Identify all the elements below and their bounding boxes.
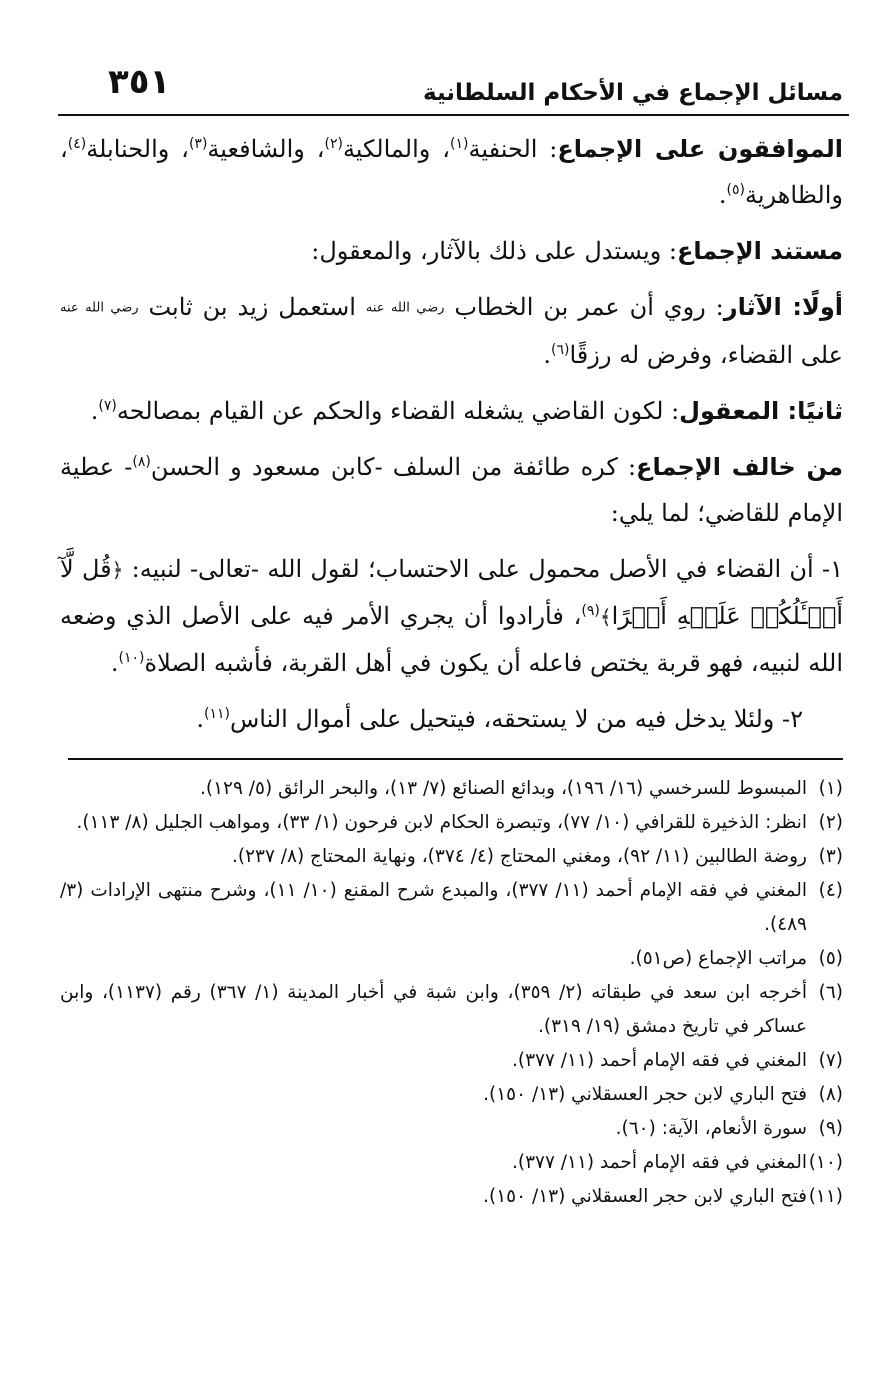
text-run: .	[718, 181, 727, 209]
footnote-item	[60, 942, 843, 976]
footnote-text: سورة الأنعام، الآية: (٦٠).	[615, 1117, 807, 1139]
body-paragraph	[60, 284, 843, 378]
footnote-item	[60, 1180, 843, 1214]
footnote-text: المغني في فقه الإمام أحمد (١١/ ٣٧٧)، والمبدع شرح المقنع (١٠/ ١١)، وشرح منتهى الإرادات (٣/ ٤٨٩).	[60, 879, 808, 935]
footnote-item	[60, 806, 843, 840]
footnote-item	[60, 1078, 843, 1112]
quran-open-bracket: ﴿	[111, 557, 124, 582]
text-run: .	[196, 704, 204, 733]
paragraph-heading: الموافقون على الإجماع	[557, 135, 844, 163]
footnote-number: (١١)	[808, 1185, 843, 1207]
body-text	[60, 126, 843, 742]
text-run: ، والمالكية	[342, 135, 450, 163]
footnote-reference: (٢)	[324, 136, 343, 152]
text-run: ١- أن القضاء في الأصل محمول على الاحتساب؛ لقول الله -تعالى- لنبيه:	[123, 554, 843, 583]
text-run: .	[543, 340, 551, 369]
footnote-number: (٨)	[818, 1083, 843, 1105]
footnote-reference: (٥)	[726, 182, 745, 198]
page-number: ٣٥١	[108, 62, 171, 102]
header-rule	[58, 114, 849, 116]
paragraph-heading: ثانيًا: المعقول	[679, 396, 843, 425]
footnote-reference: (٩)	[581, 602, 600, 619]
text-run: استعمل زيد بن ثابت	[138, 293, 366, 321]
footnote-item	[60, 874, 843, 942]
text-run: ، والظاهرية	[60, 135, 843, 209]
body-paragraph	[60, 696, 843, 742]
footnote-reference: (١١)	[204, 705, 230, 722]
footnote-number: (٦)	[818, 981, 843, 1003]
text-run: : الحنفية	[468, 135, 558, 163]
paragraph-heading: أولًا: الآثار	[723, 293, 843, 321]
footnote-reference: (٦)	[551, 341, 570, 358]
running-title: مسائل الإجماع في الأحكام السلطانية	[423, 80, 843, 106]
text-run: .	[110, 648, 119, 677]
quran-close-bracket: ﴾	[599, 604, 612, 629]
honorific-phrase: رضي الله عنه	[365, 300, 445, 316]
footnote-text: فتح الباري لابن حجر العسقلاني (١٣/ ١٥٠).	[483, 1185, 807, 1207]
footnote-item	[60, 1146, 843, 1180]
footnote-reference: (١٠)	[118, 649, 145, 666]
footnote-text: المبسوط للسرخسي (١٦/ ١٩٦)، وبدائع الصنائع (٧/ ١٣)، والبحر الرائق (٥/ ١٢٩).	[200, 777, 807, 799]
text-run: ، والشافعية	[207, 135, 325, 163]
footnote-number: (٣)	[818, 845, 843, 867]
footnote-item	[60, 840, 843, 874]
footnote-item	[60, 772, 843, 806]
footnote-reference: (٨)	[132, 453, 151, 470]
honorific-phrase: رضي الله عنه	[60, 300, 139, 316]
footnote-text: المغني في فقه الإمام أحمد (١١/ ٣٧٧).	[512, 1049, 807, 1071]
text-run: : روي أن عمر بن الخطاب	[444, 293, 724, 321]
paragraph-heading: من خالف الإجماع	[636, 452, 844, 481]
footnote-text: المغني في فقه الإمام أحمد (١١/ ٣٧٧).	[512, 1151, 807, 1173]
footnote-number: (١)	[818, 777, 843, 799]
text-run: : لكون القاضي يشغله القضاء والحكم عن القيام بمصالحه	[116, 396, 680, 425]
body-paragraph	[60, 228, 843, 274]
body-paragraph	[60, 126, 843, 218]
footnote-number: (١٠)	[808, 1151, 843, 1173]
footnote-item	[60, 1112, 843, 1146]
quran-verse: قُل لَّآ أَسۡـَٔلُكُمۡ عَلَيۡهِ أَجۡرًا	[60, 554, 843, 630]
text-run: على القضاء، وفرض له رزقًا	[569, 340, 843, 369]
footnote-reference: (٤)	[67, 136, 87, 152]
footnote-text: مراتب الإجماع (ص٥١).	[629, 947, 807, 969]
paragraph-heading: مستند الإجماع	[677, 237, 843, 265]
body-paragraph	[60, 444, 843, 536]
text-run: ، فأرادوا أن يجري الأمر فيه على الأصل الذي وضعه الله لنبيه، فهو قربة يختص فاعله أن يكون في أهل القربة، فأشبه الصلاة	[60, 601, 843, 677]
text-run: - عطية الإمام للقاضي؛ لما يلي:	[60, 452, 843, 527]
footnote-reference: (١)	[449, 136, 469, 152]
footnote-text: أخرجه ابن سعد في طبقاته (٢/ ٣٥٩)، وابن شبة في أخبار المدينة (١/ ٣٦٧) رقم (١١٣٧)، وابن عساكر في تاريخ دمشق (١٩/ ٣١٩).	[60, 981, 807, 1037]
footnote-reference: (٣)	[188, 136, 208, 152]
footnote-number: (٥)	[818, 947, 843, 969]
text-run: ، والحنابلة	[86, 135, 189, 163]
footnote-item	[60, 1044, 843, 1078]
text-run: ٢- ولئلا يدخل فيه من لا يستحقه، فيتحيل على أموال الناس	[229, 704, 803, 733]
text-run: : ويستدل على ذلك بالآثار، والمعقول:	[311, 237, 678, 265]
footnote-text: روضة الطالبين (١١/ ٩٢)، ومغني المحتاج (٤/ ٣٧٤)، ونهاية المحتاج (٨/ ٢٣٧).	[231, 845, 807, 867]
footnote-reference: (٧)	[98, 397, 117, 414]
body-paragraph	[60, 546, 843, 686]
footnote-item	[60, 976, 843, 1044]
footnote-text: انظر: الذخيرة للقرافي (١٠/ ٧٧)، وتبصرة الحكام لابن فرحون (١/ ٣٣)، ومواهب الجليل (٨/ ١١٣).	[76, 811, 807, 833]
footnote-separator	[68, 758, 843, 760]
footnote-number: (٩)	[818, 1117, 843, 1139]
body-paragraph	[60, 388, 843, 434]
footnote-number: (٧)	[818, 1049, 843, 1071]
text-run: .	[90, 396, 99, 425]
footnote-number: (٢)	[818, 811, 843, 833]
text-run: : كره طائفة من السلف -كابن مسعود و الحسن	[150, 452, 637, 481]
page-header	[60, 0, 843, 118]
footnote-text: فتح الباري لابن حجر العسقلاني (١٣/ ١٥٠).	[483, 1083, 807, 1105]
footnotes	[60, 772, 843, 1214]
footnote-number: (٤)	[818, 879, 843, 901]
